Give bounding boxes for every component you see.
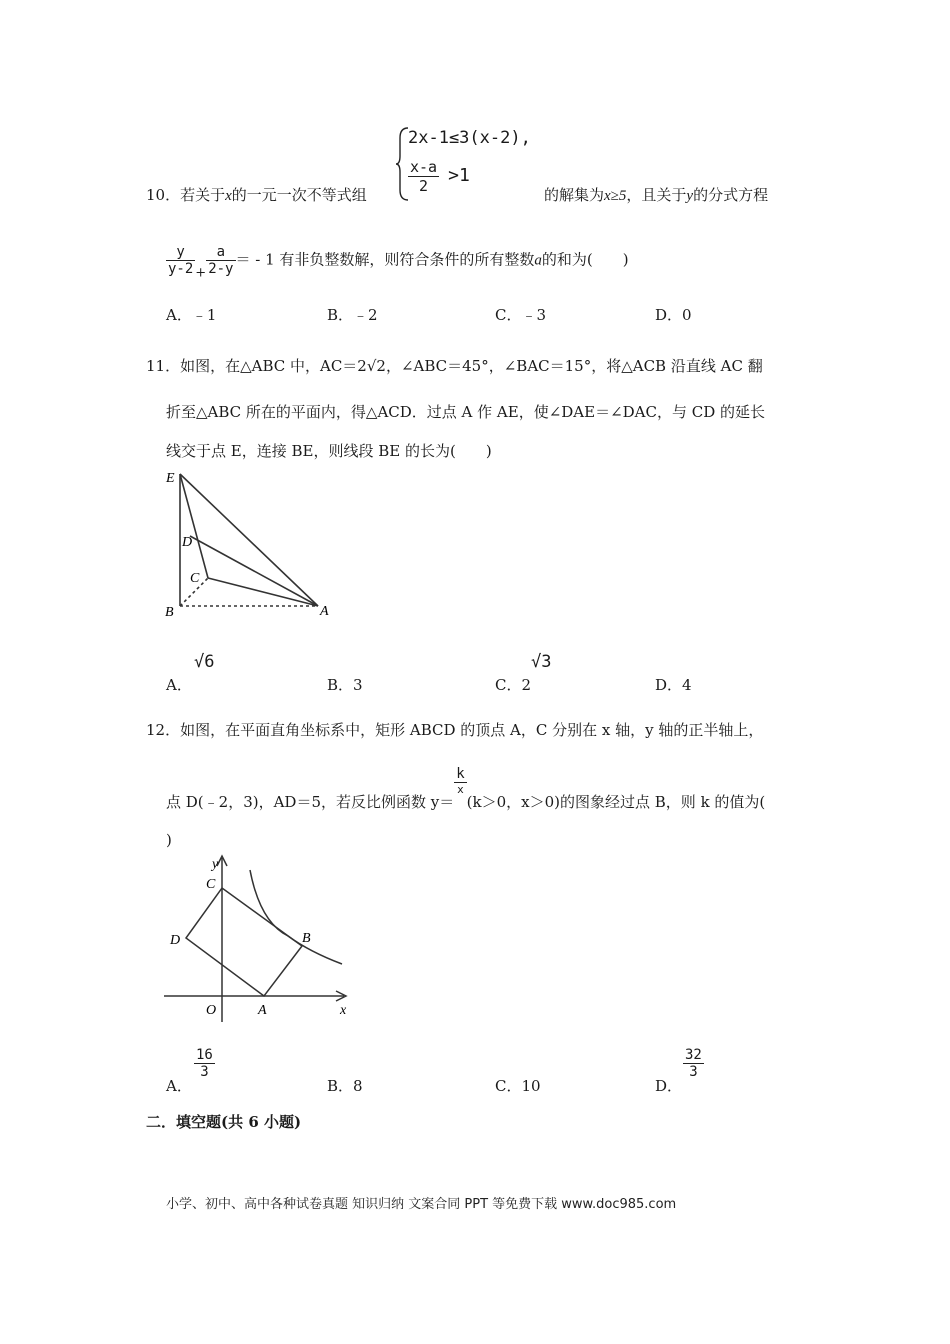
- fig12-label-c: C: [206, 877, 216, 892]
- fig12-label-d: D: [170, 933, 181, 948]
- q12-option-a: A．: [166, 1077, 192, 1095]
- fig12-label-o: O: [206, 1003, 217, 1018]
- fig12-label-a: A: [258, 1003, 267, 1018]
- q10-line2: $\frac{y}{y-2}$ + $\frac{a}{2-y}$ ＝ - 1 有非负整数解，则符合条件的所有整数a的和为( ): [168, 244, 629, 281]
- fig11-label-b: B: [165, 605, 174, 620]
- system-relation: >1: [448, 165, 470, 186]
- q11-line3: 线交于点 E，连接 BE，则线段 BE 的长为( ): [166, 442, 492, 460]
- fig11-label-a: A: [320, 604, 329, 619]
- fig12-label-x: x: [340, 1003, 347, 1018]
- fig12-label-y: y: [212, 857, 219, 872]
- system-fraction: $\frac{x-a}{2}$: [410, 158, 438, 195]
- q10-option-d: D．0: [655, 306, 692, 324]
- section-heading: 二．填空题(共 6 小题): [146, 1113, 302, 1131]
- q10-line1: 10．若关于x的一元一次不等式组: [146, 186, 367, 204]
- system-line-1: 2x-1≤3(x-2),: [408, 128, 531, 148]
- q10-line1-tail: 的解集为x≥5，且关于y的分式方程: [544, 186, 769, 204]
- q11-option-b: B．3: [327, 676, 363, 694]
- fig11-label-e: E: [166, 471, 175, 486]
- q10-option-c: C．﹣3: [495, 306, 547, 324]
- q12-line3: ): [166, 831, 172, 849]
- q11-option-a: A．: [166, 676, 192, 694]
- fig11-label-c: C: [190, 571, 200, 586]
- q12-option-d: D．: [655, 1077, 683, 1095]
- fig11-label-d: D: [182, 535, 193, 550]
- page-footer: 小学、初中、高中各种试卷真题 知识归纳 文案合同 PPT 等免费下载 www.doc985.com: [166, 1197, 677, 1212]
- q12-option-d-fraction: $\frac{32}{3}$: [685, 1047, 702, 1080]
- q10-option-b: B．﹣2: [327, 306, 378, 324]
- q12-option-c: C．10: [495, 1077, 541, 1095]
- q11-line2: 折至△ABC 所在的平面内，得△ACD．过点 A 作 AE，使∠DAE＝∠DAC，与 CD 的延长: [166, 403, 766, 421]
- q11-option-c: C．2: [495, 676, 532, 694]
- q11-option-c-value: √3: [531, 652, 552, 672]
- q11-line1: 11．如图，在△ABC 中，AC＝2√2，∠ABC＝45°，∠BAC＝15°，将△ACB 沿直线 AC 翻: [146, 357, 763, 375]
- q11-figure: [160, 462, 350, 622]
- fig12-label-b: B: [302, 931, 311, 946]
- q11-option-a-value: √6: [194, 652, 215, 672]
- q12-option-b: B．8: [327, 1077, 363, 1095]
- q12-line1: 12．如图，在平面直角坐标系中，矩形 ABCD 的顶点 A，C 分别在 x 轴，y 轴的正半轴上，: [146, 721, 764, 739]
- q10-option-a: A．﹣1: [166, 306, 217, 324]
- q11-option-d: D．4: [655, 676, 692, 694]
- q12-figure: [160, 852, 360, 1024]
- q12-option-a-fraction: $\frac{16}{3}$: [196, 1047, 213, 1080]
- q12-line2: 点 D(﹣2，3)，AD＝5，若反比例函数 y＝ $\frac{k}{x}$ (k＞0，x＞0)的图象经过点 B，则 k 的值为(: [166, 766, 766, 811]
